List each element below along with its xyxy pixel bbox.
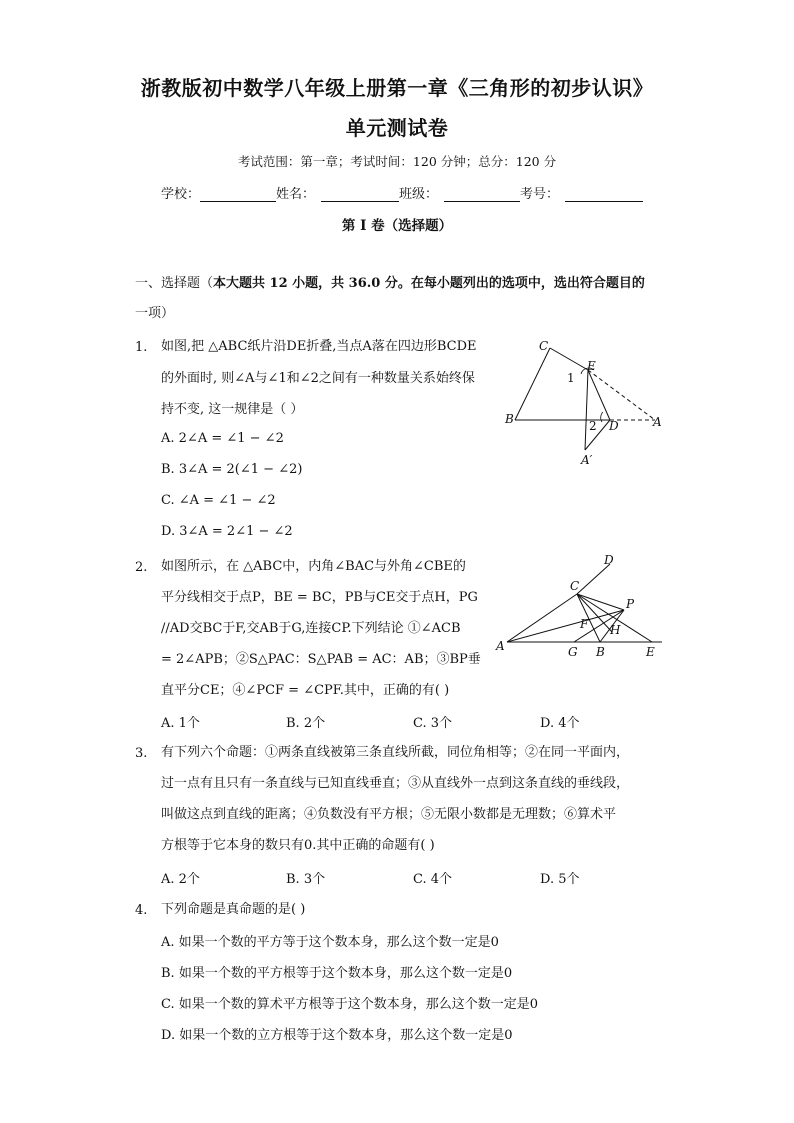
section-heading-bold: 本大题共 12 小题，共 36.0 分。在每小题列出的选项中，选出符合题目的 bbox=[213, 276, 645, 291]
q2-line: //AD交BC于F,交AB于G,连接CP.下列结论 ①∠ACB bbox=[161, 621, 461, 636]
q1-line: 如图,把 △ABC纸片沿DE折叠,当点A落在四边形BCDE bbox=[161, 339, 477, 354]
student-fields bbox=[161, 183, 643, 202]
q3-line: 叫做这点到直线的距离；④负数没有平方根；⑤无限小数都是无理数；⑥算术平 bbox=[161, 807, 617, 822]
id-label: 考号： bbox=[520, 187, 560, 202]
q2-number: 2. bbox=[135, 560, 148, 575]
section-heading bbox=[135, 274, 645, 294]
q1-number: 1. bbox=[135, 340, 148, 355]
exam-title-line2: 单元测试卷 bbox=[345, 116, 449, 140]
q2-label-a: A bbox=[496, 639, 505, 653]
q3-option-c[interactable]: C. 4个 bbox=[413, 872, 453, 887]
q2-option-c[interactable]: C. 3个 bbox=[413, 716, 453, 731]
q2-line: 如图所示，在 △ABC中，内角∠BAC与外角∠CBE的 bbox=[161, 559, 466, 574]
q2-option-b[interactable]: B. 2个 bbox=[286, 716, 326, 731]
q1-option-b[interactable]: B. 3∠A = 2(∠1 − ∠2) bbox=[161, 462, 303, 477]
q1-label-c: C bbox=[539, 339, 549, 353]
q4-option-b[interactable]: B. 如果一个数的平方根等于这个数本身，那么这个数一定是0 bbox=[161, 966, 513, 981]
q2-line: 直平分CE；④∠PCF = ∠CPF.其中，正确的有( ) bbox=[161, 683, 450, 698]
class-field[interactable] bbox=[444, 187, 520, 202]
volume-label: 第 I 卷（选择题） bbox=[341, 218, 453, 234]
q4-option-a[interactable]: A. 如果一个数的平方等于这个数本身，那么这个数一定是0 bbox=[161, 935, 499, 950]
q1-label-2: 2 bbox=[589, 419, 597, 433]
id-field[interactable] bbox=[565, 187, 643, 202]
q4-option-d[interactable]: D. 如果一个数的立方根等于这个数本身，那么这个数一定是0 bbox=[161, 1028, 513, 1043]
class-label: 班级： bbox=[399, 187, 439, 202]
q2-label-e: E bbox=[646, 645, 655, 659]
q3-line: 有下列六个命题：①两条直线被第三条直线所截，同位角相等；②在同一平面内， bbox=[161, 745, 630, 760]
q1-label-d: D bbox=[609, 419, 619, 433]
q2-label-c: C bbox=[570, 579, 580, 593]
q1-label-e: E bbox=[587, 359, 596, 373]
q4-number: 4. bbox=[135, 903, 148, 918]
q3-line: 方根等于它本身的数只有0.其中正确的命题有( ) bbox=[161, 838, 435, 853]
q2-line: = 2∠APB；②S△PAC：S△PAB = AC：AB；③BP垂 bbox=[161, 652, 481, 667]
q2-label-p: P bbox=[626, 597, 635, 611]
q2-option-d[interactable]: D. 4个 bbox=[540, 716, 580, 731]
q1-label-b: B bbox=[505, 412, 514, 426]
q3-number: 3. bbox=[135, 746, 148, 761]
q3-option-d[interactable]: D. 5个 bbox=[540, 872, 580, 887]
q2-option-a[interactable]: A. 1个 bbox=[161, 716, 200, 731]
q2-label-d: D bbox=[604, 553, 614, 567]
q1-label-a-prime: A′ bbox=[581, 453, 593, 467]
school-label: 学校： bbox=[161, 187, 201, 202]
exam-info: 考试范围：第一章；考试时间：120 分钟；总分：120 分 bbox=[237, 154, 557, 169]
section-heading-prefix: 一、选择题（ bbox=[135, 276, 214, 291]
q2-label-h: H bbox=[610, 623, 621, 637]
q3-line: 过一点有且只有一条直线与已知直线垂直；③从直线外一点到这条直线的垂线段， bbox=[161, 776, 630, 791]
q2-label-f: F bbox=[580, 617, 589, 631]
exam-title-line1: 浙教版初中数学八年级上册第一章《三角形的初步认识》 bbox=[140, 76, 654, 100]
q2-label-b: B bbox=[596, 645, 605, 659]
q2-figure bbox=[492, 552, 672, 664]
q1-label-1: 1 bbox=[567, 371, 575, 385]
q1-option-a[interactable]: A. 2∠A = ∠1 − ∠2 bbox=[161, 431, 284, 446]
name-field[interactable] bbox=[321, 187, 399, 202]
q3-option-b[interactable]: B. 3个 bbox=[286, 872, 326, 887]
q3-option-a[interactable]: A. 2个 bbox=[161, 872, 200, 887]
q4-option-c[interactable]: C. 如果一个数的算术平方根等于这个数本身，那么这个数一定是0 bbox=[161, 997, 539, 1012]
q1-label-a: A bbox=[653, 415, 662, 429]
q1-option-d[interactable]: D. 3∠A = 2∠1 − ∠2 bbox=[161, 524, 293, 539]
school-field[interactable] bbox=[200, 187, 276, 202]
q1-line: 持不变, 这一规律是（ ） bbox=[161, 402, 304, 417]
q2-line: 平分线相交于点P，BE = BC，PB与CE交于点H，PG bbox=[161, 590, 478, 605]
q1-option-c[interactable]: C. ∠A = ∠1 − ∠2 bbox=[161, 493, 276, 508]
section-heading-line2: 一项） bbox=[135, 306, 175, 321]
q4-line: 下列命题是真命题的是( ) bbox=[161, 902, 306, 917]
q1-line: 的外面时, 则∠A与∠1和∠2之间有一种数量关系始终保 bbox=[161, 371, 475, 386]
name-label: 姓名： bbox=[276, 187, 316, 202]
q2-label-g: G bbox=[568, 645, 578, 659]
q1-figure bbox=[495, 330, 675, 470]
